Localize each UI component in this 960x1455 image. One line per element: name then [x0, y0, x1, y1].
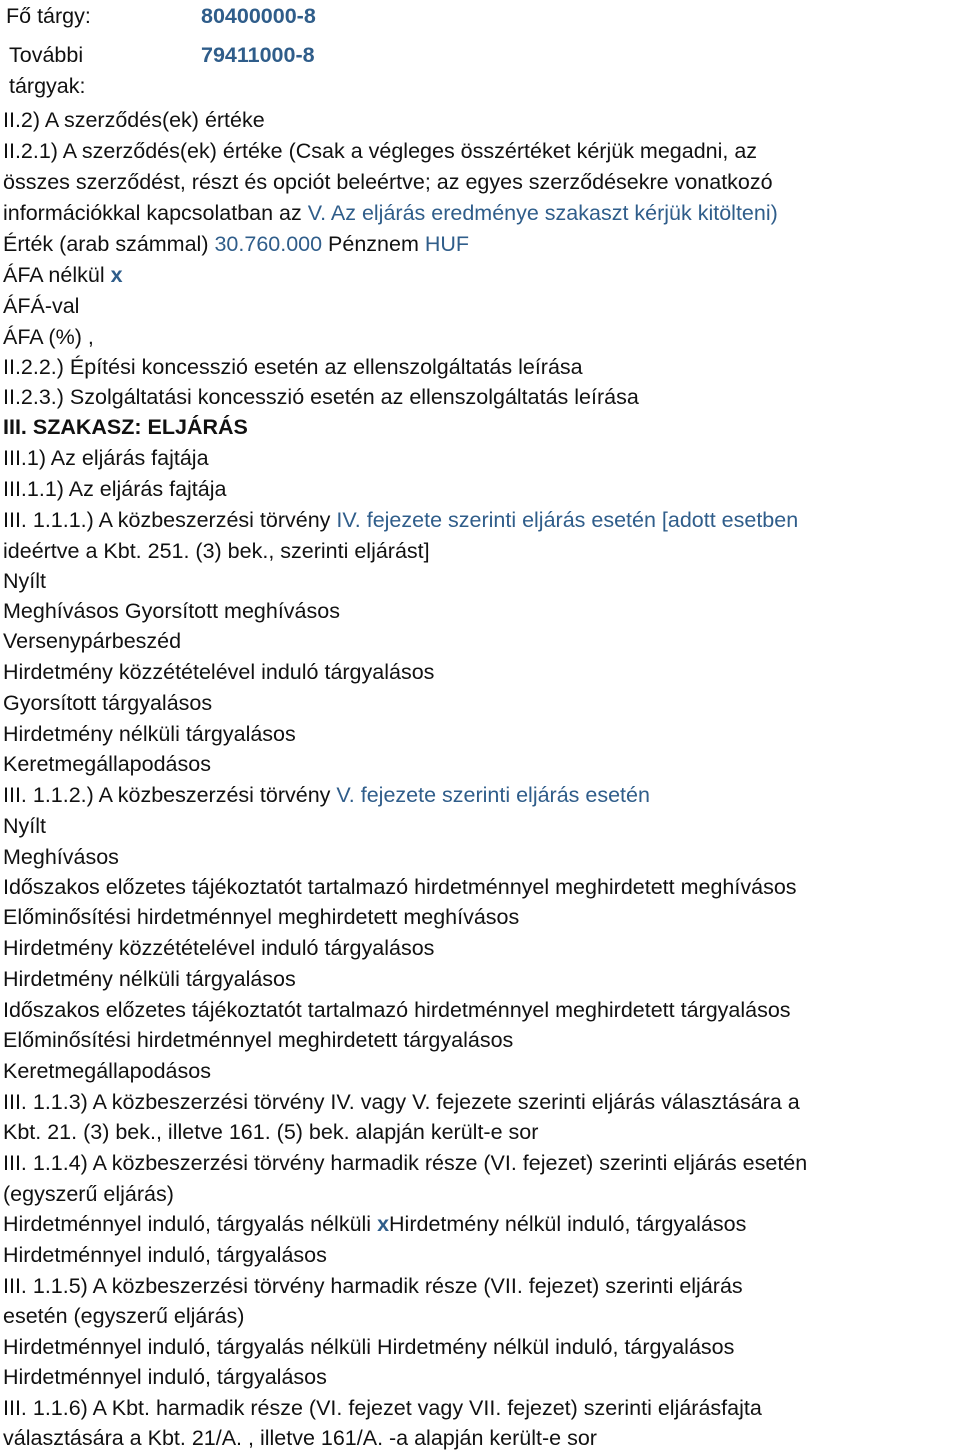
v-option-qualification-restricted: Előminősítési hirdetménnyel meghirdetett meghívásos: [3, 905, 520, 929]
simple-procedure-vii-line1: III. 1.1.5) A közbeszerzési törvény harmadik része (VII. fejezet) szerinti eljárás: [3, 1274, 743, 1298]
section-iii-title: III. SZAKASZ: ELJÁRÁS: [3, 415, 248, 439]
additional-subject-label-line2: tárgyak:: [9, 74, 86, 98]
v-option-restricted: Meghívásos: [3, 845, 119, 869]
procedure-iv-heading-line1: [3, 505, 798, 535]
contract-value-title: II.2) A szerződés(ek) értéke: [3, 108, 265, 132]
chapter-v-ref: V.: [336, 783, 355, 807]
contract-value-text-line3-c: Az eljárás eredménye szakaszt kérjük kitölteni): [326, 201, 778, 225]
vat-excluded-mark: x: [110, 263, 123, 287]
value-amount-row: [3, 229, 469, 259]
main-subject-label: Fő tárgy:: [6, 4, 91, 28]
contract-value-text-line2: összes szerződést, részt és opciót beleértve; az egyes szerződésekre vonatkozó: [3, 170, 773, 194]
procedure-v-heading: [3, 780, 650, 810]
procedure-v-heading-a: III. 1.1.2.) A közbeszerzési törvény: [3, 783, 337, 807]
v-option-qualification-negotiated: Előminősítési hirdetménnyel meghirdetett tárgyalásos: [3, 1028, 514, 1052]
v-option-open: Nyílt: [3, 814, 46, 838]
chapter-iv-ref: IV.: [336, 508, 361, 532]
contract-value-text-line3-a: információkkal kapcsolatban az: [3, 201, 308, 225]
iv-option-accelerated-negotiated: Gyorsított tárgyalásos: [3, 691, 213, 715]
vat-percent-label: ÁFA (%) ,: [3, 325, 94, 349]
procedure-choice-line2: Kbt. 21. (3) bek., illetve 161. (5) bek. alapján került-e sor: [3, 1120, 539, 1144]
iv-option-open: Nyílt: [3, 569, 46, 593]
vi-option-with-notice-negotiated: Hirdetménnyel induló, tárgyalásos: [3, 1243, 327, 1267]
simple-procedure-vii-line2: esetén (egyszerű eljárás): [3, 1304, 245, 1328]
vi-option-with-notice-no-negotiation: Hirdetménnyel induló, tárgyalás nélküli: [3, 1212, 378, 1236]
v-option-pin-restricted: Időszakos előzetes tájékoztatót tartalmazó hirdetménnyel meghirdetett meghívásos: [3, 875, 797, 899]
iv-option-negotiated-with-notice: Hirdetmény közzétételével induló tárgyalásos: [3, 660, 435, 684]
v-option-pin-negotiated: Időszakos előzetes tájékoztatót tartalmazó hirdetménnyel meghirdetett tárgyalásos: [3, 998, 791, 1022]
iv-option-dialogue: Versenypárbeszéd: [3, 629, 182, 653]
construction-concession-label: II.2.2.) Építési koncesszió esetén az ellenszolgáltatás leírása: [3, 355, 583, 379]
procedure-type-heading: III.1) Az eljárás fajtája: [3, 446, 209, 470]
value-amount: 30.760.000: [214, 232, 323, 256]
value-amount-label: Érték (arab számmal): [3, 232, 215, 256]
procedure-kind-choice-line2: választására a Kbt. 21/A. , illetve 161/A. -a alapján került-e sor: [3, 1426, 597, 1450]
contract-value-text-line1: II.2.1) A szerződés(ek) értéke (Csak a végleges összértéket kérjük megadni, az: [3, 139, 758, 163]
vi-option-without-notice-negotiated: Hirdetmény nélkül induló, tárgyalásos: [389, 1212, 747, 1236]
additional-subject-value: 79411000-8: [201, 43, 315, 67]
vi-selected-mark: x: [377, 1212, 390, 1236]
simple-procedure-vi-options: [3, 1209, 746, 1239]
currency-value: HUF: [424, 232, 470, 256]
procedure-kind-choice-line1: III. 1.1.6) A Kbt. harmadik része (VI. fejezet vagy VII. fejezet) szerinti eljárásfajta: [3, 1396, 762, 1420]
vat-included-label: ÁFÁ-val: [3, 294, 80, 318]
additional-subject-label-line1: További: [9, 43, 84, 67]
procedure-choice-line1: III. 1.1.3) A közbeszerzési törvény IV. vagy V. fejezete szerinti eljárás választására a: [3, 1090, 800, 1114]
iv-option-framework: Keretmegállapodásos: [3, 752, 211, 776]
vat-excluded-row: [3, 260, 123, 290]
v-option-negotiated-with-notice: Hirdetmény közzétételével induló tárgyalásos: [3, 936, 435, 960]
procedure-iv-heading-line2: ideértve a Kbt. 251. (3) bek., szerinti eljárást]: [3, 539, 430, 563]
main-subject-value: 80400000-8: [201, 4, 316, 28]
v-option-framework: Keretmegállapodásos: [3, 1059, 211, 1083]
currency-label: Pénznem: [322, 232, 425, 256]
vii-option-with-notice-negotiated: Hirdetménnyel induló, tárgyalásos: [3, 1365, 327, 1389]
vii-options-line: Hirdetménnyel induló, tárgyalás nélküli Hirdetmény nélkül induló, tárgyalásos: [3, 1335, 735, 1359]
procedure-v-heading-c: fejezete szerinti eljárás esetén: [354, 783, 650, 807]
simple-procedure-vi-line1: III. 1.1.4) A közbeszerzési törvény harmadik része (VI. fejezet) szerinti eljárás esetén: [3, 1151, 808, 1175]
procedure-iv-heading-c: fejezete szerinti eljárás esetén [adott esetben: [360, 508, 799, 532]
v-option-negotiated-without-notice: Hirdetmény nélküli tárgyalásos: [3, 967, 296, 991]
section-v-ref: V.: [307, 201, 327, 225]
iv-option-restricted: Meghívásos Gyorsított meghívásos: [3, 599, 340, 623]
simple-procedure-vi-line2: (egyszerű eljárás): [3, 1182, 174, 1206]
contract-value-text-line3: [3, 198, 778, 228]
service-concession-label: II.2.3.) Szolgáltatási koncesszió esetén az ellenszolgáltatás leírása: [3, 385, 639, 409]
vat-excluded-label: ÁFA nélkül: [3, 263, 111, 287]
procedure-type-subheading: III.1.1) Az eljárás fajtája: [3, 477, 227, 501]
procedure-iv-heading-a: III. 1.1.1.) A közbeszerzési törvény: [3, 508, 337, 532]
iv-option-negotiated-without-notice: Hirdetmény nélküli tárgyalásos: [3, 722, 296, 746]
